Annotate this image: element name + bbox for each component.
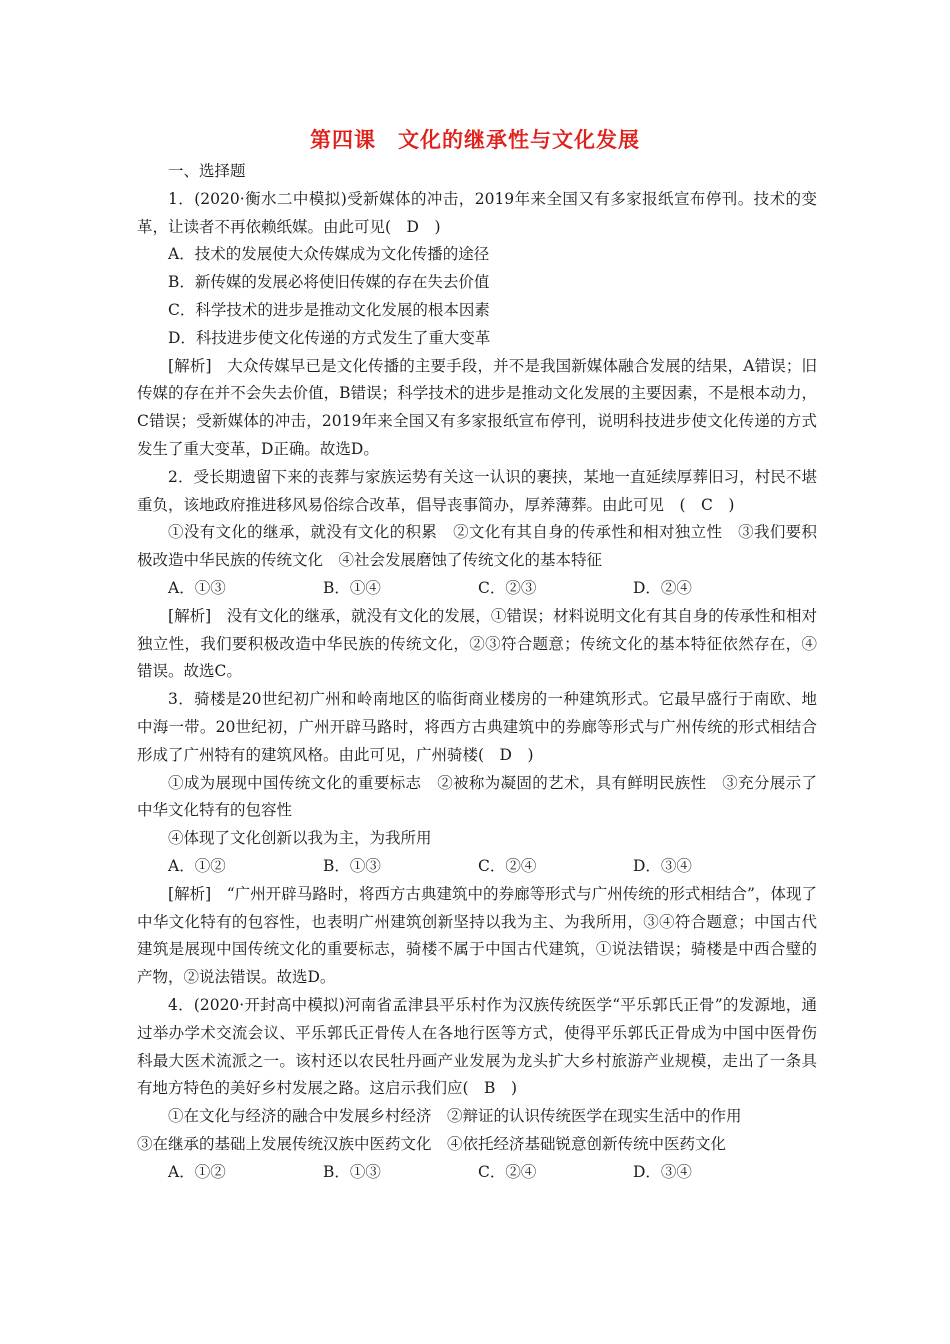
- question-3-analysis: [解析] “广州开辟马路时，将西方古典建筑中的券廊等形式与广州传统的形式相结合”，体现了中华文化特有的包容性，也表明广州建筑创新坚持以我为主、为我所用，③④符合题意；中国古代建筑是展现中国传统文化的重要标志，骑楼不属于中国古代建筑，①说法错误；骑楼是中西合璧的产物，②说法错误。故选D。: [137, 884, 817, 987]
- choice-c: C．②④: [478, 856, 537, 875]
- choice-d: D．②④: [633, 578, 692, 597]
- question-3-choices: [137, 853, 817, 881]
- document-body: [137, 158, 817, 1186]
- question-2-analysis: [解析] 没有文化的继承，就没有文化的发展，①错误；材料说明文化有其自身的传承性和相对独立性，我们要积极改造中华民族的传统文化，②③符合题意；传统文化的基本特征依然存在，④错误。故选C。: [137, 606, 817, 681]
- section-heading: 一、选择题: [168, 162, 246, 180]
- choice-b: B．①③: [323, 1162, 381, 1181]
- choice-a: A．①②: [168, 856, 226, 875]
- page-title: 第四课 文化的继承性与文化发展: [310, 128, 640, 152]
- choice-b: B．①④: [323, 578, 381, 597]
- choice-c: C．②④: [478, 1162, 537, 1181]
- question-4-choices: [137, 1159, 817, 1187]
- question-1-option-d: D．科技进步使文化传递的方式发生了重大变革: [168, 328, 491, 347]
- choice-a: A．①②: [168, 1162, 226, 1181]
- question-1-option-c: C．科学技术的进步是推动文化发展的根本因素: [168, 300, 490, 319]
- question-3-statements-1: ①成为展现中国传统文化的重要标志 ②被称为凝固的艺术，具有鲜明民族性 ③充分展示了中华文化特有的包容性: [137, 773, 817, 820]
- choice-c: C．②③: [478, 578, 537, 597]
- question-4-statements-1: ①在文化与经济的融合中发展乡村经济 ②辩证的认识传统医学在现实生活中的作用: [168, 1107, 742, 1126]
- question-4-statements-2: ③在继承的基础上发展传统汉族中医药文化 ④依托经济基础锐意创新传统中医药文化: [137, 1134, 727, 1153]
- choice-d: D．③④: [633, 856, 692, 875]
- question-3-stem: 3．骑楼是20世纪初广州和岭南地区的临街商业楼房的一种建筑形式。它最早盛行于南欧、地中海一带。20世纪初，广州开辟马路时，将西方古典建筑中的券廊等形式与广州传统的形式相结合形成了广州特有的建筑风格。由此可见，广州骑楼( D ): [137, 690, 817, 764]
- question-1-option-b: B．新传媒的发展必将使旧传媒的存在失去价值: [168, 273, 490, 292]
- question-2-stem: 2．受长期遗留下来的丧葬与家族运势有关这一认识的裹挟，某地一直延续厚葬旧习，村民不堪重负，该地政府推进移风易俗综合改革，倡导丧事简办，厚养薄葬。由此可见 ( C ): [137, 467, 817, 514]
- question-3-statements-2: ④体现了文化创新以我为主，为我所用: [168, 829, 432, 848]
- question-2-statements: ①没有文化的继承，就没有文化的积累 ②文化有其自身的传承性和相对独立性 ③我们要积极改造中华民族的传统文化 ④社会发展磨蚀了传统文化的基本特征: [137, 523, 817, 570]
- question-1-analysis: [解析] 大众传媒早已是文化传播的主要手段，并不是我国新媒体融合发展的结果，A错误；旧传媒的存在并不会失去价值，B错误；科学技术的进步是推动文化发展的主要因素，不是根本动力，C错误；受新媒体的冲击，2019年来全国又有多家报纸宣布停刊，说明科技进步使文化传递的方式发生了重大变革，D正确。故选D。: [137, 356, 817, 458]
- question-4-stem: 4．(2020·开封高中模拟)河南省孟津县平乐村作为汉族传统医学“平乐郭氏正骨”的发源地，通过举办学术交流会议、平乐郭氏正骨传人在各地行医等方式，使得平乐郭氏正骨成为中国中医骨伤科最大医术流派之一。该村还以农民牡丹画产业发展为龙头扩大乡村旅游产业规模，走出了一条具有地方特色的美好乡村发展之路。这启示我们应( B ): [137, 995, 817, 1098]
- question-1-option-a: A．技术的发展使大众传媒成为文化传播的途径: [168, 245, 490, 264]
- choice-a: A．①③: [168, 578, 226, 597]
- choice-b: B．①③: [323, 856, 381, 875]
- question-2-choices: [137, 575, 817, 603]
- question-1-stem: 1．(2020·衡水二中模拟)受新媒体的冲击，2019年来全国又有多家报纸宣布停刊。技术的变革，让读者不再依赖纸媒。由此可见( D ): [137, 189, 817, 236]
- choice-d: D．③④: [633, 1162, 692, 1181]
